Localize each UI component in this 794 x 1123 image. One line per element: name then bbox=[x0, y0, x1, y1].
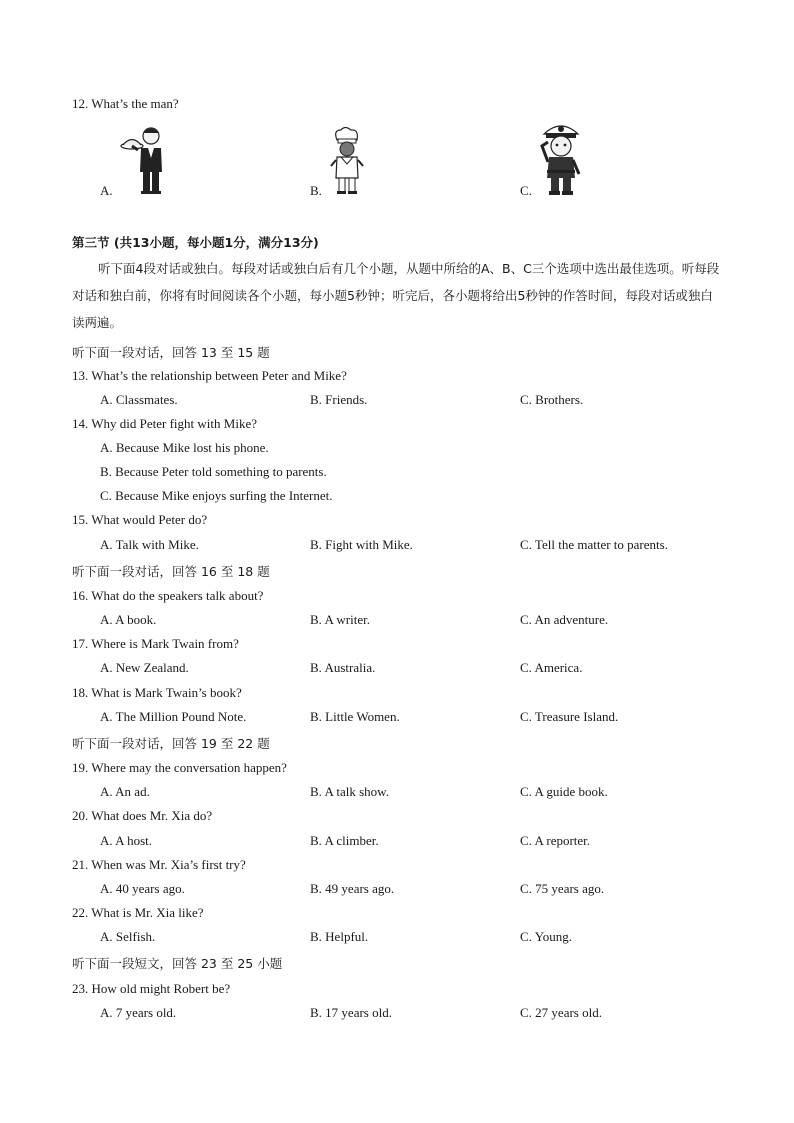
option-15b: B. Fight with Mike. bbox=[310, 537, 413, 552]
question-13: 13. What’s the relationship between Peter and Mike? bbox=[72, 368, 347, 383]
option-20c: C. A reporter. bbox=[520, 833, 591, 848]
group-heading-3: 听下面一段对话，回答 19 至 22 题 bbox=[72, 736, 270, 751]
option-13c: C. Brothers. bbox=[520, 392, 584, 407]
question-15: 15. What would Peter do? bbox=[72, 512, 208, 527]
option-19c: C. A guide book. bbox=[520, 784, 608, 799]
question-12: 12. What’s the man? bbox=[72, 96, 179, 111]
question-21: 21. When was Mr. Xia’s first try? bbox=[72, 857, 246, 872]
option-23b: B. 17 years old. bbox=[310, 1005, 392, 1020]
group-heading-1: 听下面一段对话，回答 13 至 15 题 bbox=[72, 345, 270, 360]
option-13a: A. Classmates. bbox=[100, 392, 178, 407]
question-16: 16. What do the speakers talk about? bbox=[72, 588, 264, 603]
option-15c: C. Tell the matter to parents. bbox=[520, 537, 668, 552]
option-15a: A. Talk with Mike. bbox=[100, 537, 199, 552]
option-16b: B. A writer. bbox=[310, 612, 370, 627]
option-17b: B. Australia. bbox=[310, 660, 376, 675]
option-12c-label: C. bbox=[520, 183, 532, 198]
question-17: 17. Where is Mark Twain from? bbox=[72, 636, 239, 651]
option-18b: B. Little Women. bbox=[310, 709, 400, 724]
option-18c: C. Treasure Island. bbox=[520, 709, 619, 724]
waiter-icon bbox=[118, 124, 174, 200]
question-23: 23. How old might Robert be? bbox=[72, 981, 231, 996]
option-17a: A. New Zealand. bbox=[100, 660, 189, 675]
question-19: 19. Where may the conversation happen? bbox=[72, 760, 287, 775]
group-heading-2: 听下面一段对话，回答 16 至 18 题 bbox=[72, 564, 270, 579]
option-21c: C. 75 years ago. bbox=[520, 881, 605, 896]
option-14a: A. Because Mike lost his phone. bbox=[100, 440, 269, 455]
option-19a: A. An ad. bbox=[100, 784, 150, 799]
option-23a: A. 7 years old. bbox=[100, 1005, 177, 1020]
option-17c: C. America. bbox=[520, 660, 583, 675]
chef-icon bbox=[327, 126, 367, 200]
option-12b-label: B. bbox=[310, 183, 322, 198]
option-22a: A. Selfish. bbox=[100, 929, 156, 944]
question-14: 14. Why did Peter fight with Mike? bbox=[72, 416, 257, 431]
section-heading: 第三节 (共13小题，每小题1分，满分13分) bbox=[72, 235, 319, 250]
option-16a: A. A book. bbox=[100, 612, 157, 627]
question-18: 18. What is Mark Twain’s book? bbox=[72, 685, 242, 700]
section-instructions: 听下面4段对话或独白。每段对话或独白后有几个小题，从题中所给的A、B、C三个选项中选出最佳选项。听每段对话和独白前，你将有时间阅读各个小题，每小题5秒钟；听完后，各小题将给出5秒钟的作答时间，每段对话或独白读两遍。 bbox=[72, 261, 720, 330]
option-20a: A. A host. bbox=[100, 833, 153, 848]
option-14c: C. Because Mike enjoys surfing the Internet. bbox=[100, 488, 333, 503]
option-13b: B. Friends. bbox=[310, 392, 368, 407]
option-21a: A. 40 years ago. bbox=[100, 881, 185, 896]
police-officer-icon bbox=[534, 120, 588, 200]
question-22: 22. What is Mr. Xia like? bbox=[72, 905, 204, 920]
option-12a-label: A. bbox=[100, 183, 113, 198]
option-19b: B. A talk show. bbox=[310, 784, 389, 799]
option-22b: B. Helpful. bbox=[310, 929, 369, 944]
question-20: 20. What does Mr. Xia do? bbox=[72, 808, 213, 823]
option-14b: B. Because Peter told something to parents. bbox=[100, 464, 327, 479]
option-20b: B. A climber. bbox=[310, 833, 379, 848]
option-22c: C. Young. bbox=[520, 929, 573, 944]
option-18a: A. The Million Pound Note. bbox=[100, 709, 247, 724]
group-heading-4: 听下面一段短文，回答 23 至 25 小题 bbox=[72, 956, 283, 971]
option-21b: B. 49 years ago. bbox=[310, 881, 395, 896]
option-16c: C. An adventure. bbox=[520, 612, 609, 627]
option-23c: C. 27 years old. bbox=[520, 1005, 602, 1020]
